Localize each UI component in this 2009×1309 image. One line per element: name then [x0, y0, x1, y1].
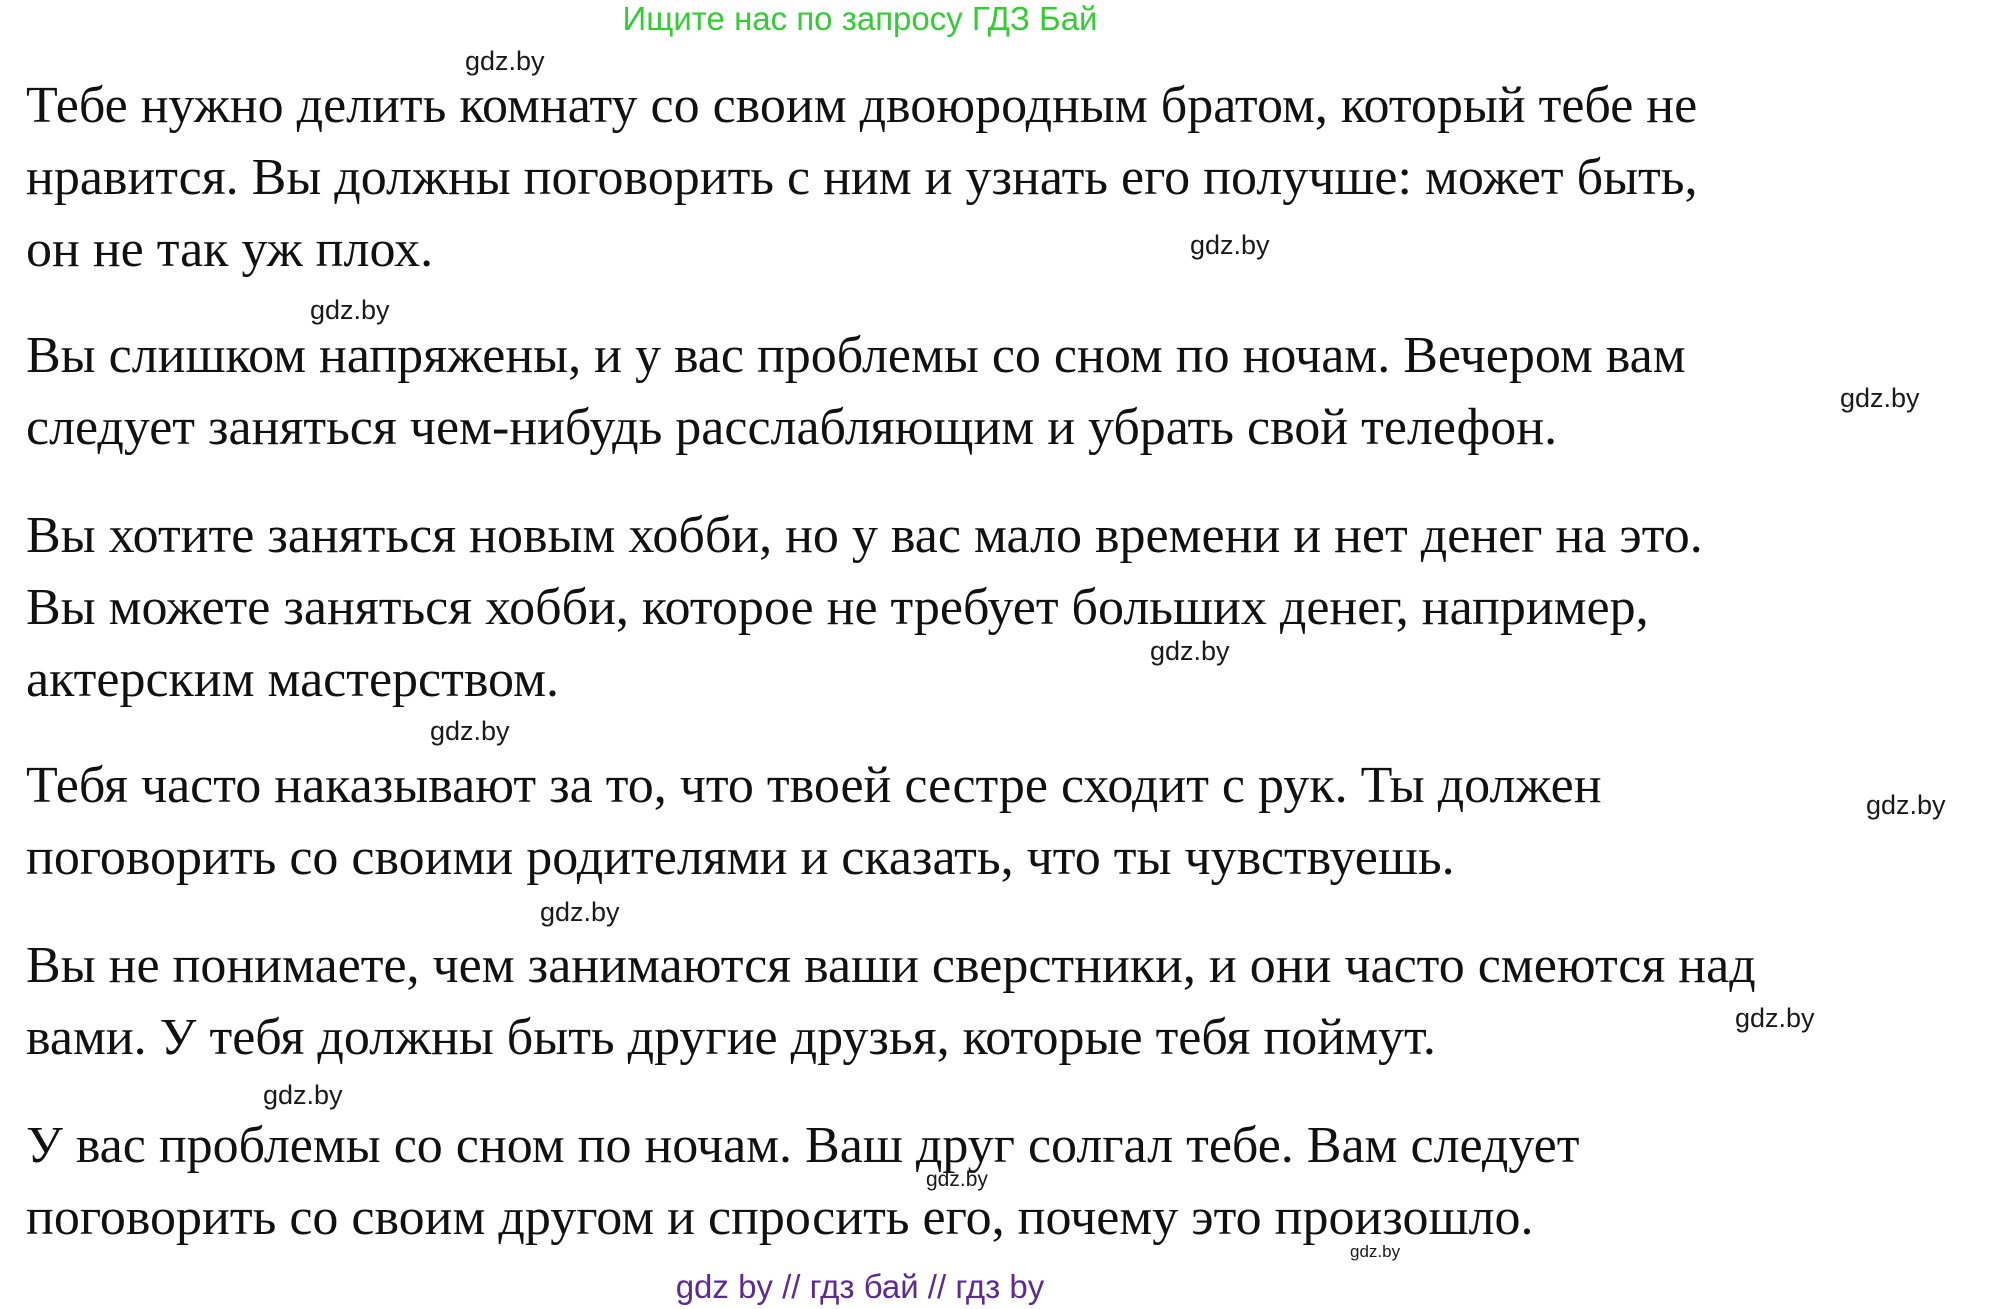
watermark: gdz.by: [926, 1168, 988, 1191]
footer-text: gdz by // гдз бай // гдз by: [675, 1268, 1045, 1305]
paragraph-line: Тебе нужно делить комнату со своим двоюродным братом, который тебе не: [26, 77, 1698, 134]
paragraph-line: нравится. Вы должны поговорить с ним и узнать его получше: может быть,: [26, 149, 1698, 206]
paragraph-line: Вы не понимаете, чем занимаются ваши сверстники, и они часто смеются над: [26, 937, 1756, 994]
watermark: gdz.by: [1350, 1242, 1401, 1261]
paragraph-2: [26, 320, 1686, 464]
paragraph-line: поговорить со своим другом и спросить его, почему это произошло.: [26, 1189, 1534, 1246]
watermark: gdz.by: [540, 897, 620, 927]
paragraph-line: Тебя часто наказывают за то, что твоей сестре сходит с рук. Ты должен: [26, 757, 1602, 814]
paragraph-line: Вы слишком напряжены, и у вас проблемы со сном по ночам. Вечером вам: [26, 327, 1686, 384]
paragraph-1: [26, 70, 1697, 286]
paragraph-line: вами. У тебя должны быть другие друзья, которые тебя поймут.: [26, 1009, 1436, 1066]
paragraph-line: поговорить со своими родителями и сказать, что ты чувствуешь.: [26, 829, 1455, 886]
paragraph-line: актерским мастерством.: [26, 651, 559, 708]
paragraph-line: У вас проблемы со сном по ночам. Ваш друг солгал тебе. Вам следует: [26, 1117, 1580, 1174]
watermark: gdz.by: [430, 716, 510, 746]
paragraph-6: [26, 1110, 1579, 1254]
paragraph-4: [26, 750, 1602, 894]
paragraph-line: Вы можете заняться хобби, которое не требует больших денег, например,: [26, 579, 1649, 636]
paragraph-3: [26, 500, 1703, 716]
header-link[interactable]: Ищите нас по запросу ГДЗ Бай: [622, 0, 1098, 37]
watermark: gdz.by: [310, 295, 390, 325]
paragraph-line: он не так уж плох.: [26, 221, 434, 278]
watermark: gdz.by: [1190, 230, 1270, 260]
watermark: gdz.by: [1150, 636, 1230, 666]
watermark: gdz.by: [263, 1080, 343, 1110]
paragraph-line: Вы хотите заняться новым хобби, но у вас мало времени и нет денег на это.: [26, 507, 1703, 564]
watermark: gdz.by: [1840, 383, 1920, 413]
watermark: gdz.by: [465, 46, 545, 76]
paragraph-5: [26, 930, 1756, 1074]
watermark: gdz.by: [1735, 1003, 1815, 1033]
paragraph-line: следует заняться чем-нибудь расслабляющим и убрать свой телефон.: [26, 399, 1558, 456]
watermark: gdz.by: [1866, 790, 1946, 820]
